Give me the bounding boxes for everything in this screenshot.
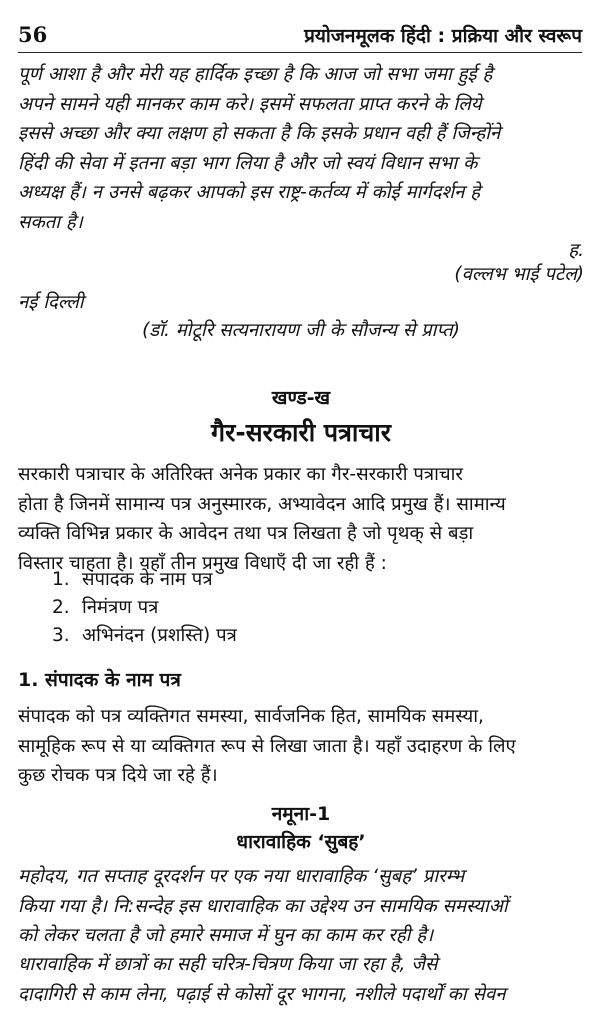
subsection-heading: 1. संपादक के नाम पत्र bbox=[18, 669, 181, 691]
text-line: विस्तार चाहता है। यहाँ तीन प्रमुख विधाएँ दी जा रही हैं : bbox=[18, 552, 387, 574]
page-number: 56 bbox=[18, 22, 48, 47]
list-text: संपादक के नाम पत्र bbox=[82, 569, 213, 590]
place-name: नई दिल्ली bbox=[18, 292, 84, 313]
courtesy-note: (डॉ. मोटूरि सत्यनारायण जी के सौजन्य से प्राप्त) bbox=[142, 320, 460, 341]
text-line: सामूहिक रूप से या व्यक्तिगत रूप से लिखा जाता है। यहाँ उदाहरण के लिए bbox=[18, 735, 516, 757]
text-line: महोदय, गत सप्ताह दूरदर्शन पर एक नया धारावाहिक ‘सुबह’ प्रारम्भ bbox=[18, 866, 465, 887]
sample-paragraph-2 bbox=[18, 950, 584, 1009]
section-title: गैर-सरकारी पत्राचार bbox=[211, 418, 391, 447]
sample-title: धारावाहिक ‘सुबह’ bbox=[236, 831, 366, 853]
text-line: दादागिरी से काम लेना, पढ़ाई से कोसों दूर भागना, नशीले पदार्थों का सेवन bbox=[18, 983, 506, 1005]
text-line: सरकारी पत्राचार के अतिरिक्त अनेक प्रकार का गैर-सरकारी पत्राचार bbox=[18, 464, 463, 485]
text-line: पूर्ण आशा है और मेरी यह हार्दिक इच्छा है कि आज जो सभा जमा हुई है bbox=[18, 64, 493, 85]
list-item bbox=[52, 622, 237, 650]
running-title: प्रयोजनमूलक हिंदी : प्रक्रिया और स्वरूप bbox=[304, 25, 582, 47]
text-line: को लेकर चलता है जो हमारे समाज में घुन का काम कर रही है। bbox=[18, 925, 434, 946]
section-paragraph bbox=[18, 460, 584, 578]
text-line: अपने सामने यही मानकर काम करे। इसमें सफलता प्राप्त करने के लिये bbox=[18, 93, 482, 115]
page-header bbox=[18, 22, 582, 53]
text-line: अध्यक्ष हैं। न उनसे बढ़कर आपको इस राष्ट्र-कर्तव्य में कोई मार्गदर्शन हे bbox=[18, 182, 481, 203]
sample-label: नमूना-1 bbox=[271, 803, 331, 825]
text-line: होता है जिनमें सामान्य पत्र अनुस्मारक, अभ्यावेदन आदि प्रमुख हैं। सामान्य bbox=[18, 493, 506, 515]
subsection-paragraph bbox=[18, 702, 584, 791]
list-text: अभिनंदन (प्रशस्ति) पत्र bbox=[82, 625, 237, 646]
types-list bbox=[52, 566, 237, 650]
signature-name: (वल्लभ भाई पटेल) bbox=[454, 264, 584, 285]
text-line: धारावाहिक में छात्रों का सही चरित्र-चित्रण किया जा रहा है, जैसे bbox=[18, 954, 438, 975]
text-line: हिंदी की सेवा में इतना बड़ा भाग लिया है और जो स्वयं विधान सभा के bbox=[18, 152, 478, 174]
text-line: व्यक्ति विभिन्न प्रकार के आवेदन तथा पत्र लिखता है जो पृथक् से बड़ा bbox=[18, 523, 474, 544]
text-line: सकता है। bbox=[18, 211, 83, 233]
text-line: इससे अच्छा और क्या लक्षण हो सकता है कि इसके प्रधान वही हैं जिन्होंने bbox=[18, 123, 501, 144]
list-number: 2. bbox=[52, 597, 70, 618]
text-line: कुछ रोचक पत्र दिये जा रहे हैं। bbox=[18, 765, 218, 786]
list-item bbox=[52, 594, 237, 622]
text-line: संपादक को पत्र व्यक्तिगत समस्या, सार्वजनिक हित, सामयिक समस्या, bbox=[18, 706, 484, 727]
list-text: निमंत्रण पत्र bbox=[82, 597, 159, 618]
list-item bbox=[52, 566, 237, 594]
sample-paragraph-1 bbox=[18, 862, 584, 951]
intro-paragraph bbox=[18, 60, 584, 237]
text-line: किया गया है। नि:सन्देह इस धारावाहिक का उद्देश्य उन सामयिक समस्याओं bbox=[18, 895, 508, 917]
section-label: खण्ड-ख bbox=[271, 387, 331, 409]
list-number: 3. bbox=[52, 625, 70, 646]
list-number: 1. bbox=[52, 569, 70, 590]
signature-initial: ह. bbox=[568, 240, 584, 261]
